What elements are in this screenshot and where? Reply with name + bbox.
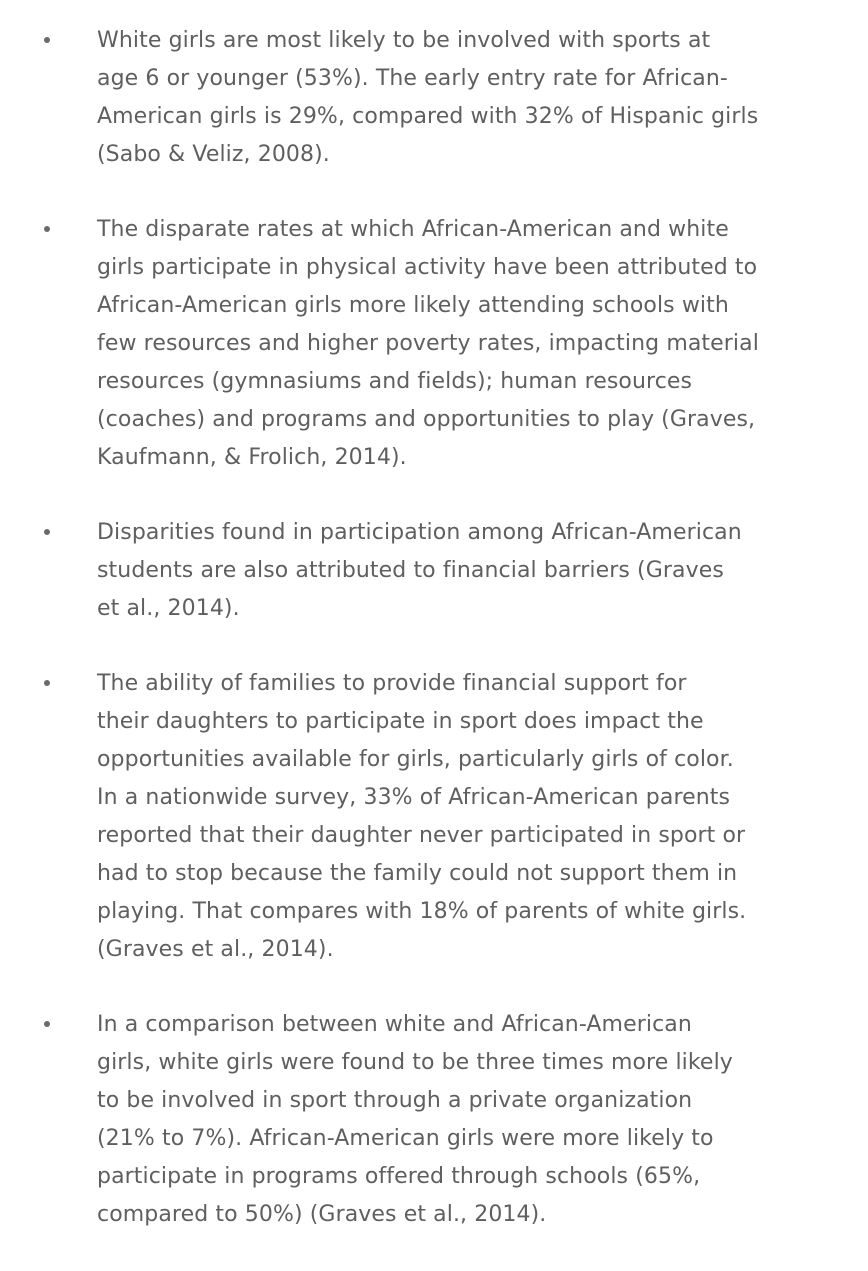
text-line: Disparities found in participation among African-American: [97, 520, 742, 545]
text-line: to be involved in sport through a private organization: [97, 1088, 693, 1113]
bullet-text: [97, 514, 817, 628]
bullet-icon: [44, 529, 50, 535]
text-line: had to stop because the family could not support them in: [97, 861, 738, 886]
text-line: students are also attributed to financial barriers (Graves: [97, 558, 724, 583]
text-line: (Graves et al., 2014).: [97, 937, 334, 962]
text-line: opportunities available for girls, particularly girls of color.: [97, 747, 734, 772]
bullet-icon: [44, 226, 50, 232]
text-line: girls, white girls were found to be three times more likely: [97, 1050, 733, 1075]
text-line: participate in programs offered through schools (65%,: [97, 1164, 701, 1189]
text-line: few resources and higher poverty rates, impacting material: [97, 331, 759, 356]
text-line: age 6 or younger (53%). The early entry rate for African-: [97, 66, 728, 91]
bullet-text: [97, 665, 817, 969]
list-item: [0, 22, 868, 174]
list-item: [0, 665, 868, 969]
bullet-text: [97, 211, 817, 477]
text-line: White girls are most likely to be involved with sports at: [97, 28, 711, 53]
text-line: African-American girls more likely attending schools with: [97, 293, 729, 318]
text-line: Kaufmann, & Frolich, 2014).: [97, 445, 407, 470]
list-item: [0, 211, 868, 477]
bullet-icon: [44, 680, 50, 686]
text-line: reported that their daughter never participated in sport or: [97, 823, 746, 848]
list-item: [0, 514, 868, 628]
bullet-list: [0, 22, 868, 1271]
text-line: American girls is 29%, compared with 32% of Hispanic girls: [97, 104, 759, 129]
text-line: (Sabo & Veliz, 2008).: [97, 142, 330, 167]
text-line: et al., 2014).: [97, 596, 240, 621]
text-line: playing. That compares with 18% of parents of white girls.: [97, 899, 747, 924]
text-line: The ability of families to provide financial support for: [97, 671, 687, 696]
bullet-icon: [44, 37, 50, 43]
bullet-icon: [44, 1021, 50, 1027]
bullet-text: [97, 22, 817, 174]
text-line: girls participate in physical activity have been attributed to: [97, 255, 758, 280]
text-line: In a comparison between white and African-American: [97, 1012, 692, 1037]
text-line: their daughters to participate in sport does impact the: [97, 709, 704, 734]
text-line: compared to 50%) (Graves et al., 2014).: [97, 1202, 547, 1227]
text-line: (21% to 7%). African-American girls were more likely to: [97, 1126, 714, 1151]
text-line: In a nationwide survey, 33% of African-American parents: [97, 785, 731, 810]
text-line: (coaches) and programs and opportunities to play (Graves,: [97, 407, 756, 432]
text-line: resources (gymnasiums and fields); human resources: [97, 369, 693, 394]
text-line: The disparate rates at which African-American and white: [97, 217, 729, 242]
